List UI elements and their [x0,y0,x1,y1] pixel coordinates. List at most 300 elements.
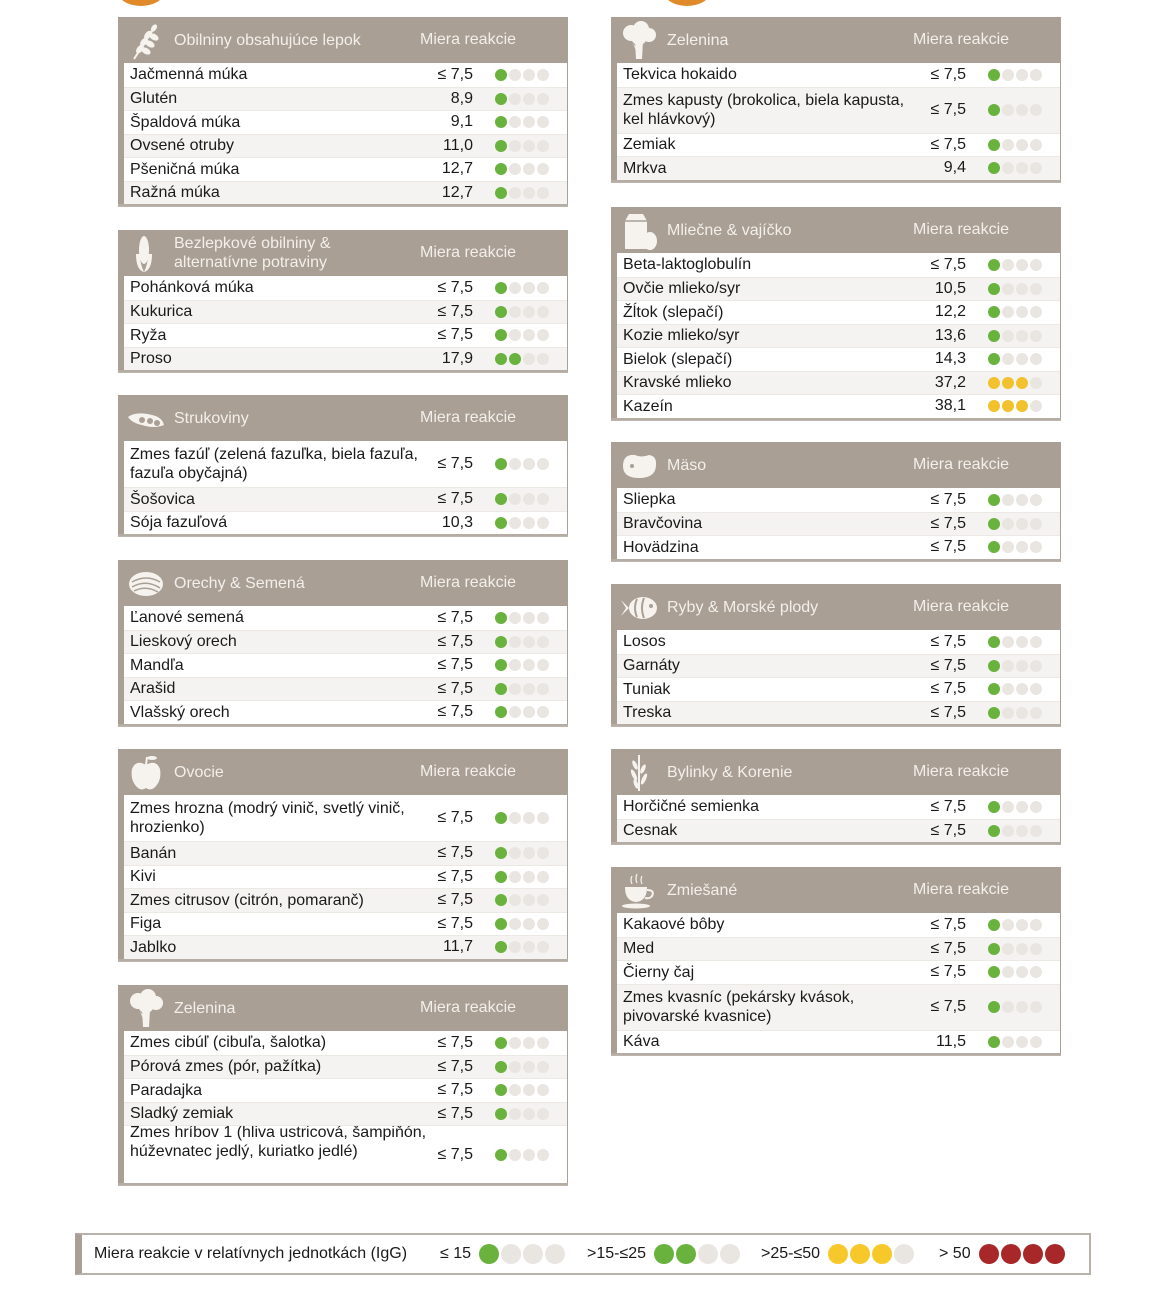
category-title: Obilniny obsahujúce lepok [174,31,361,49]
reaction-dot [523,706,535,718]
reaction-dot [1030,1001,1042,1013]
reaction-dot [537,706,549,718]
category-rows [617,63,1060,180]
reaction-dot [537,612,549,624]
reaction-level-dots [495,918,549,930]
reaction-dot [509,517,521,529]
reaction-dot [988,707,1000,719]
reaction-value: 9,1 [450,113,473,131]
reaction-dot [988,377,1000,389]
reaction-dot [495,140,507,152]
reaction-dot [988,919,1000,931]
reaction-dot [1002,919,1014,931]
reaction-dot [1030,69,1042,81]
reaction-dot [988,1036,1000,1048]
reaction-dot [1016,943,1028,955]
food-row [124,865,567,889]
reaction-dot [495,871,507,883]
reaction-dot [523,847,535,859]
reaction-dot [495,636,507,648]
reaction-dot [523,329,535,341]
reaction-dot [509,163,521,175]
reaction-dot [495,941,507,953]
reaction-dot [1030,636,1042,648]
category-table [118,230,568,372]
reaction-dot [894,1244,914,1264]
reaction-dot [537,163,549,175]
reaction-level-dots [495,1108,549,1120]
reaction-value: ≤ 7,5 [930,915,966,933]
food-name: Kivi [130,868,156,886]
food-name: Čierny čaj [623,963,695,981]
reaction-level-dots [988,919,1042,931]
reaction-dot [988,306,1000,318]
measure-column-header: Miera reakcie [913,598,1010,615]
category-rows [124,63,567,204]
broccoli-icon [619,21,659,61]
reaction-dot [501,1244,521,1264]
reaction-value: ≤ 7,5 [437,914,473,932]
reaction-value: ≤ 7,5 [930,797,966,815]
decorative-orange-circle [664,0,710,6]
legend-range-text: ≤ 15 [440,1245,472,1262]
reaction-level-dots [495,116,549,128]
food-row [124,912,567,936]
reaction-value: ≤ 7,5 [930,101,966,118]
reaction-dot [1002,660,1014,672]
reaction-dot [523,1108,535,1120]
reaction-level-dots [495,612,549,624]
reaction-dot [1023,1244,1043,1264]
category-rows [617,488,1060,559]
reaction-dot [523,353,535,365]
reaction-level-dots [988,139,1042,151]
reaction-dot [509,683,521,695]
food-row [617,87,1060,133]
reaction-dot [537,847,549,859]
food-row [617,960,1060,984]
category-table [611,17,1061,182]
food-row [124,487,567,511]
food-row [124,700,567,724]
food-name: Zmes kapusty (brokolica, biela kapusta, kel hlávkový) [623,92,905,128]
food-row [124,888,567,912]
food-row [617,654,1060,678]
reaction-dot [988,1001,1000,1013]
reaction-level-dots [495,93,549,105]
reaction-dot [545,1244,565,1264]
reaction-dot [988,139,1000,151]
category-header [118,230,568,276]
food-row [124,606,567,630]
food-row [617,277,1060,301]
food-row [124,276,567,300]
reaction-dot [523,1244,543,1264]
category-rows [124,795,567,959]
reaction-value: ≤ 7,5 [930,65,966,83]
reaction-dot [1002,494,1014,506]
reaction-dot [1030,353,1042,365]
reaction-dot [523,517,535,529]
category-title: Ryby & Morské plody [667,598,819,616]
food-row [617,819,1060,843]
reaction-value: ≤ 7,5 [437,302,473,320]
reaction-level-dots [988,259,1042,271]
reaction-dot [1002,259,1014,271]
reaction-value: ≤ 7,5 [930,680,966,698]
reaction-dot [1002,943,1014,955]
reaction-dot [495,329,507,341]
reaction-dot [1016,162,1028,174]
food-row [124,1055,567,1079]
food-name: Zemiak [623,136,676,154]
food-row [124,134,567,158]
reaction-dot [1002,541,1014,553]
reaction-dot [988,683,1000,695]
reaction-dot [988,636,1000,648]
food-name: Kukurica [130,303,193,321]
category-table [118,749,568,961]
food-row [617,253,1060,277]
reaction-value: 12,7 [441,183,473,201]
reaction-dot [988,259,1000,271]
reaction-dot [537,1061,549,1073]
reaction-dot [495,1061,507,1073]
reaction-level-dots [495,941,549,953]
reaction-dot [537,116,549,128]
reaction-dot [495,353,507,365]
food-row [124,1031,567,1055]
reaction-level-dots [495,1084,549,1096]
food-row [124,1078,567,1102]
food-row [124,110,567,134]
reaction-level-dots [988,494,1042,506]
reaction-value: ≤ 7,5 [930,538,966,556]
legend-range-text: >15-≤25 [587,1245,647,1262]
legend-range-2 [587,1244,742,1264]
reaction-dot [1016,801,1028,813]
food-row [124,677,567,701]
food-name: Kravské mlieko [623,374,732,392]
reaction-dot [537,493,549,505]
legend-label: Miera reakcie v relatívnych jednotkách (IgG) [94,1245,408,1262]
reaction-value: 38,1 [934,397,966,415]
category-header [118,17,568,63]
food-name: Bielok (slepačí) [623,350,733,368]
reaction-level-dots [495,282,549,294]
category-header [611,442,1061,488]
reaction-dot [1030,259,1042,271]
reaction-dot [988,494,1000,506]
reaction-dot [537,683,549,695]
food-row [617,701,1060,725]
food-name: Žĺtok (slepačí) [623,303,724,321]
reaction-level-dots [495,683,549,695]
reaction-dot [1016,1036,1028,1048]
reaction-dot [1030,541,1042,553]
category-title: Orechy & Semená [174,574,305,592]
reaction-dot [523,1084,535,1096]
reaction-dot [509,812,521,824]
category-rows [617,913,1060,1053]
food-row [124,841,567,865]
reaction-dot [495,93,507,105]
reaction-dot [495,1037,507,1049]
reaction-dot [495,306,507,318]
food-name: Losos [623,633,666,651]
food-row [617,324,1060,348]
reaction-level-dots [988,1001,1042,1013]
reaction-dot [1016,353,1028,365]
reaction-level-dots [495,458,549,470]
reaction-level-dots [988,306,1042,318]
reaction-dot [1002,1036,1014,1048]
category-header [611,749,1061,795]
reaction-dot [509,941,521,953]
reaction-value: ≤ 7,5 [437,844,473,862]
reaction-dot [523,306,535,318]
reaction-level-dots [495,847,549,859]
reaction-dot [988,400,1000,412]
reaction-level-dots [988,966,1042,978]
food-name: Banán [130,844,177,862]
corn-icon [126,234,166,274]
reaction-dot [988,518,1000,530]
food-name: Zmes cibúľ (cibuľa, šalotka) [130,1034,327,1052]
reaction-dot [509,871,521,883]
measure-column-header: Miera reakcie [420,409,517,426]
food-row [617,1030,1060,1054]
food-row [124,1125,567,1183]
food-row [617,535,1060,559]
reaction-dot [509,282,521,294]
food-name: Kozie mlieko/syr [623,327,740,345]
food-name: Jačmenná múka [130,66,248,84]
reaction-dot [495,116,507,128]
reaction-dot [523,458,535,470]
category-table [118,395,568,536]
food-row [124,795,567,841]
reaction-value: 37,2 [934,373,966,391]
reaction-level-dots [495,659,549,671]
reaction-dot [523,69,535,81]
reaction-dot [1002,707,1014,719]
reaction-dot [1016,139,1028,151]
reaction-level-dots [988,400,1042,412]
reaction-dot [1002,330,1014,342]
reaction-dot [495,458,507,470]
measure-column-header: Miera reakcie [420,574,517,591]
decorative-orange-circle [118,0,164,6]
food-name: Zmes fazúľ (zelená fazuľka, biela fazuľa, fazuľa obyčajná) [130,446,418,482]
reaction-value: 14,3 [934,350,966,368]
reaction-dot [495,894,507,906]
measure-column-header: Miera reakcie [420,763,517,780]
reaction-dot [1030,801,1042,813]
measure-column-header: Miera reakcie [913,763,1010,780]
food-name: Mrkva [623,159,667,177]
legend-range-1 [440,1244,567,1264]
reaction-level-dots [495,1037,549,1049]
food-row [617,984,1060,1030]
reaction-dot [495,163,507,175]
legend-range-text: > 50 [939,1245,971,1262]
reaction-dot [1030,494,1042,506]
food-row [617,937,1060,961]
reaction-dot [1016,825,1028,837]
reaction-dot [523,1061,535,1073]
reaction-value: 11,0 [443,136,473,154]
reaction-dot [537,941,549,953]
category-title: Ovocie [174,763,224,781]
reaction-dot [509,706,521,718]
reaction-dot [509,306,521,318]
reaction-dot [1002,283,1014,295]
food-name: Horčičné semienka [623,798,760,816]
food-name: Ľanové semená [130,609,244,627]
reaction-value: 8,9 [450,89,473,107]
reaction-dot [1030,683,1042,695]
reaction-dot [1016,919,1028,931]
reaction-level-dots [495,1061,549,1073]
reaction-dot [988,69,1000,81]
reaction-dot [1016,966,1028,978]
reaction-dot [1016,104,1028,116]
reaction-dot [509,659,521,671]
reaction-value: ≤ 7,5 [437,891,473,909]
reaction-dot [720,1244,740,1264]
reaction-dot [988,283,1000,295]
food-name: Tuniak [623,680,671,698]
food-name: Kakaové bôby [623,916,725,934]
food-name: Garnáty [623,657,680,675]
food-row [617,677,1060,701]
reaction-dot [523,282,535,294]
reaction-dot [1016,541,1028,553]
food-name: Pohánková múka [130,279,254,297]
reaction-level-dots [988,518,1042,530]
reaction-dot [537,517,549,529]
category-header [611,867,1061,913]
category-header [611,207,1061,253]
cup-icon [619,871,659,911]
reaction-dot [523,187,535,199]
food-row [124,323,567,347]
category-title: Zelenina [174,999,236,1017]
food-row [124,347,567,371]
category-title: Mäso [667,456,707,474]
reaction-dot [1016,1001,1028,1013]
reaction-dot [537,636,549,648]
reaction-dot [828,1244,848,1264]
reaction-level-dots [495,871,549,883]
reaction-value: ≤ 7,5 [437,1081,473,1099]
reaction-dot [1030,966,1042,978]
reaction-dot [1030,1036,1042,1048]
reaction-dot [509,918,521,930]
reaction-value: ≤ 7,5 [437,656,473,674]
category-table [611,867,1061,1055]
reaction-value: ≤ 7,5 [930,963,966,981]
legend-range-3 [761,1244,916,1264]
food-name: Pórová zmes (pór, pažítka) [130,1058,322,1076]
category-title: Mliečne & vajíčko [667,221,792,239]
category-table [611,749,1061,844]
reaction-value: 17,9 [441,349,473,367]
reaction-dot [537,812,549,824]
reaction-dot [1016,283,1028,295]
reaction-value: ≤ 7,5 [437,1033,473,1051]
food-name: Vlašský orech [130,703,230,721]
reaction-value: ≤ 7,5 [930,135,966,153]
reaction-dot [988,541,1000,553]
reaction-dot [1016,330,1028,342]
reaction-dot [537,306,549,318]
category-rows [617,630,1060,724]
reaction-dot [1016,660,1028,672]
reaction-dot [523,659,535,671]
reaction-dot [537,353,549,365]
food-row [124,157,567,181]
reaction-level-dots [988,283,1042,295]
category-header [611,584,1061,630]
reaction-dot [509,353,521,365]
reaction-dot [988,966,1000,978]
reaction-dot [537,93,549,105]
legend-range-4 [939,1244,1067,1264]
reaction-dot [1016,494,1028,506]
food-name: Zmes hríbov 1 (hliva ustricová, šampiňón, húževnatec jedlý, kuriatko jedlé) [130,1125,427,1160]
category-title: Bylinky & Korenie [667,763,793,781]
reaction-dot [1030,283,1042,295]
reaction-value: ≤ 7,5 [437,326,473,344]
food-row [124,511,567,535]
reaction-dot [1030,377,1042,389]
reaction-value: 11,7 [443,938,473,956]
reaction-dot [537,187,549,199]
reaction-dot [495,517,507,529]
category-table [611,442,1061,561]
reaction-dot [509,493,521,505]
food-name: Hovädzina [623,538,699,556]
legend [75,1233,1091,1275]
category-header [118,985,568,1031]
reaction-level-dots [988,660,1042,672]
reaction-dot [988,330,1000,342]
food-name: Ovčie mlieko/syr [623,280,741,298]
reaction-dot [1030,400,1042,412]
category-rows [124,606,567,724]
reaction-level-dots [988,825,1042,837]
food-name: Káva [623,1033,660,1051]
measure-column-header: Miera reakcie [420,999,517,1016]
reaction-dot [523,93,535,105]
category-title: Zelenina [667,31,729,49]
reaction-dot [1030,707,1042,719]
reaction-dot [1016,377,1028,389]
reaction-level-dots [988,943,1042,955]
reaction-value: ≤ 7,5 [930,821,966,839]
reaction-level-dots [495,69,549,81]
food-name: Cesnak [623,822,678,840]
reaction-dot [1030,919,1042,931]
food-name: Tekvica hokaido [623,66,737,84]
reaction-dot [1045,1244,1065,1264]
milk-egg-icon [619,211,659,251]
reaction-dot [1016,518,1028,530]
broccoli-icon [126,989,166,1029]
food-name: Figa [130,915,162,933]
